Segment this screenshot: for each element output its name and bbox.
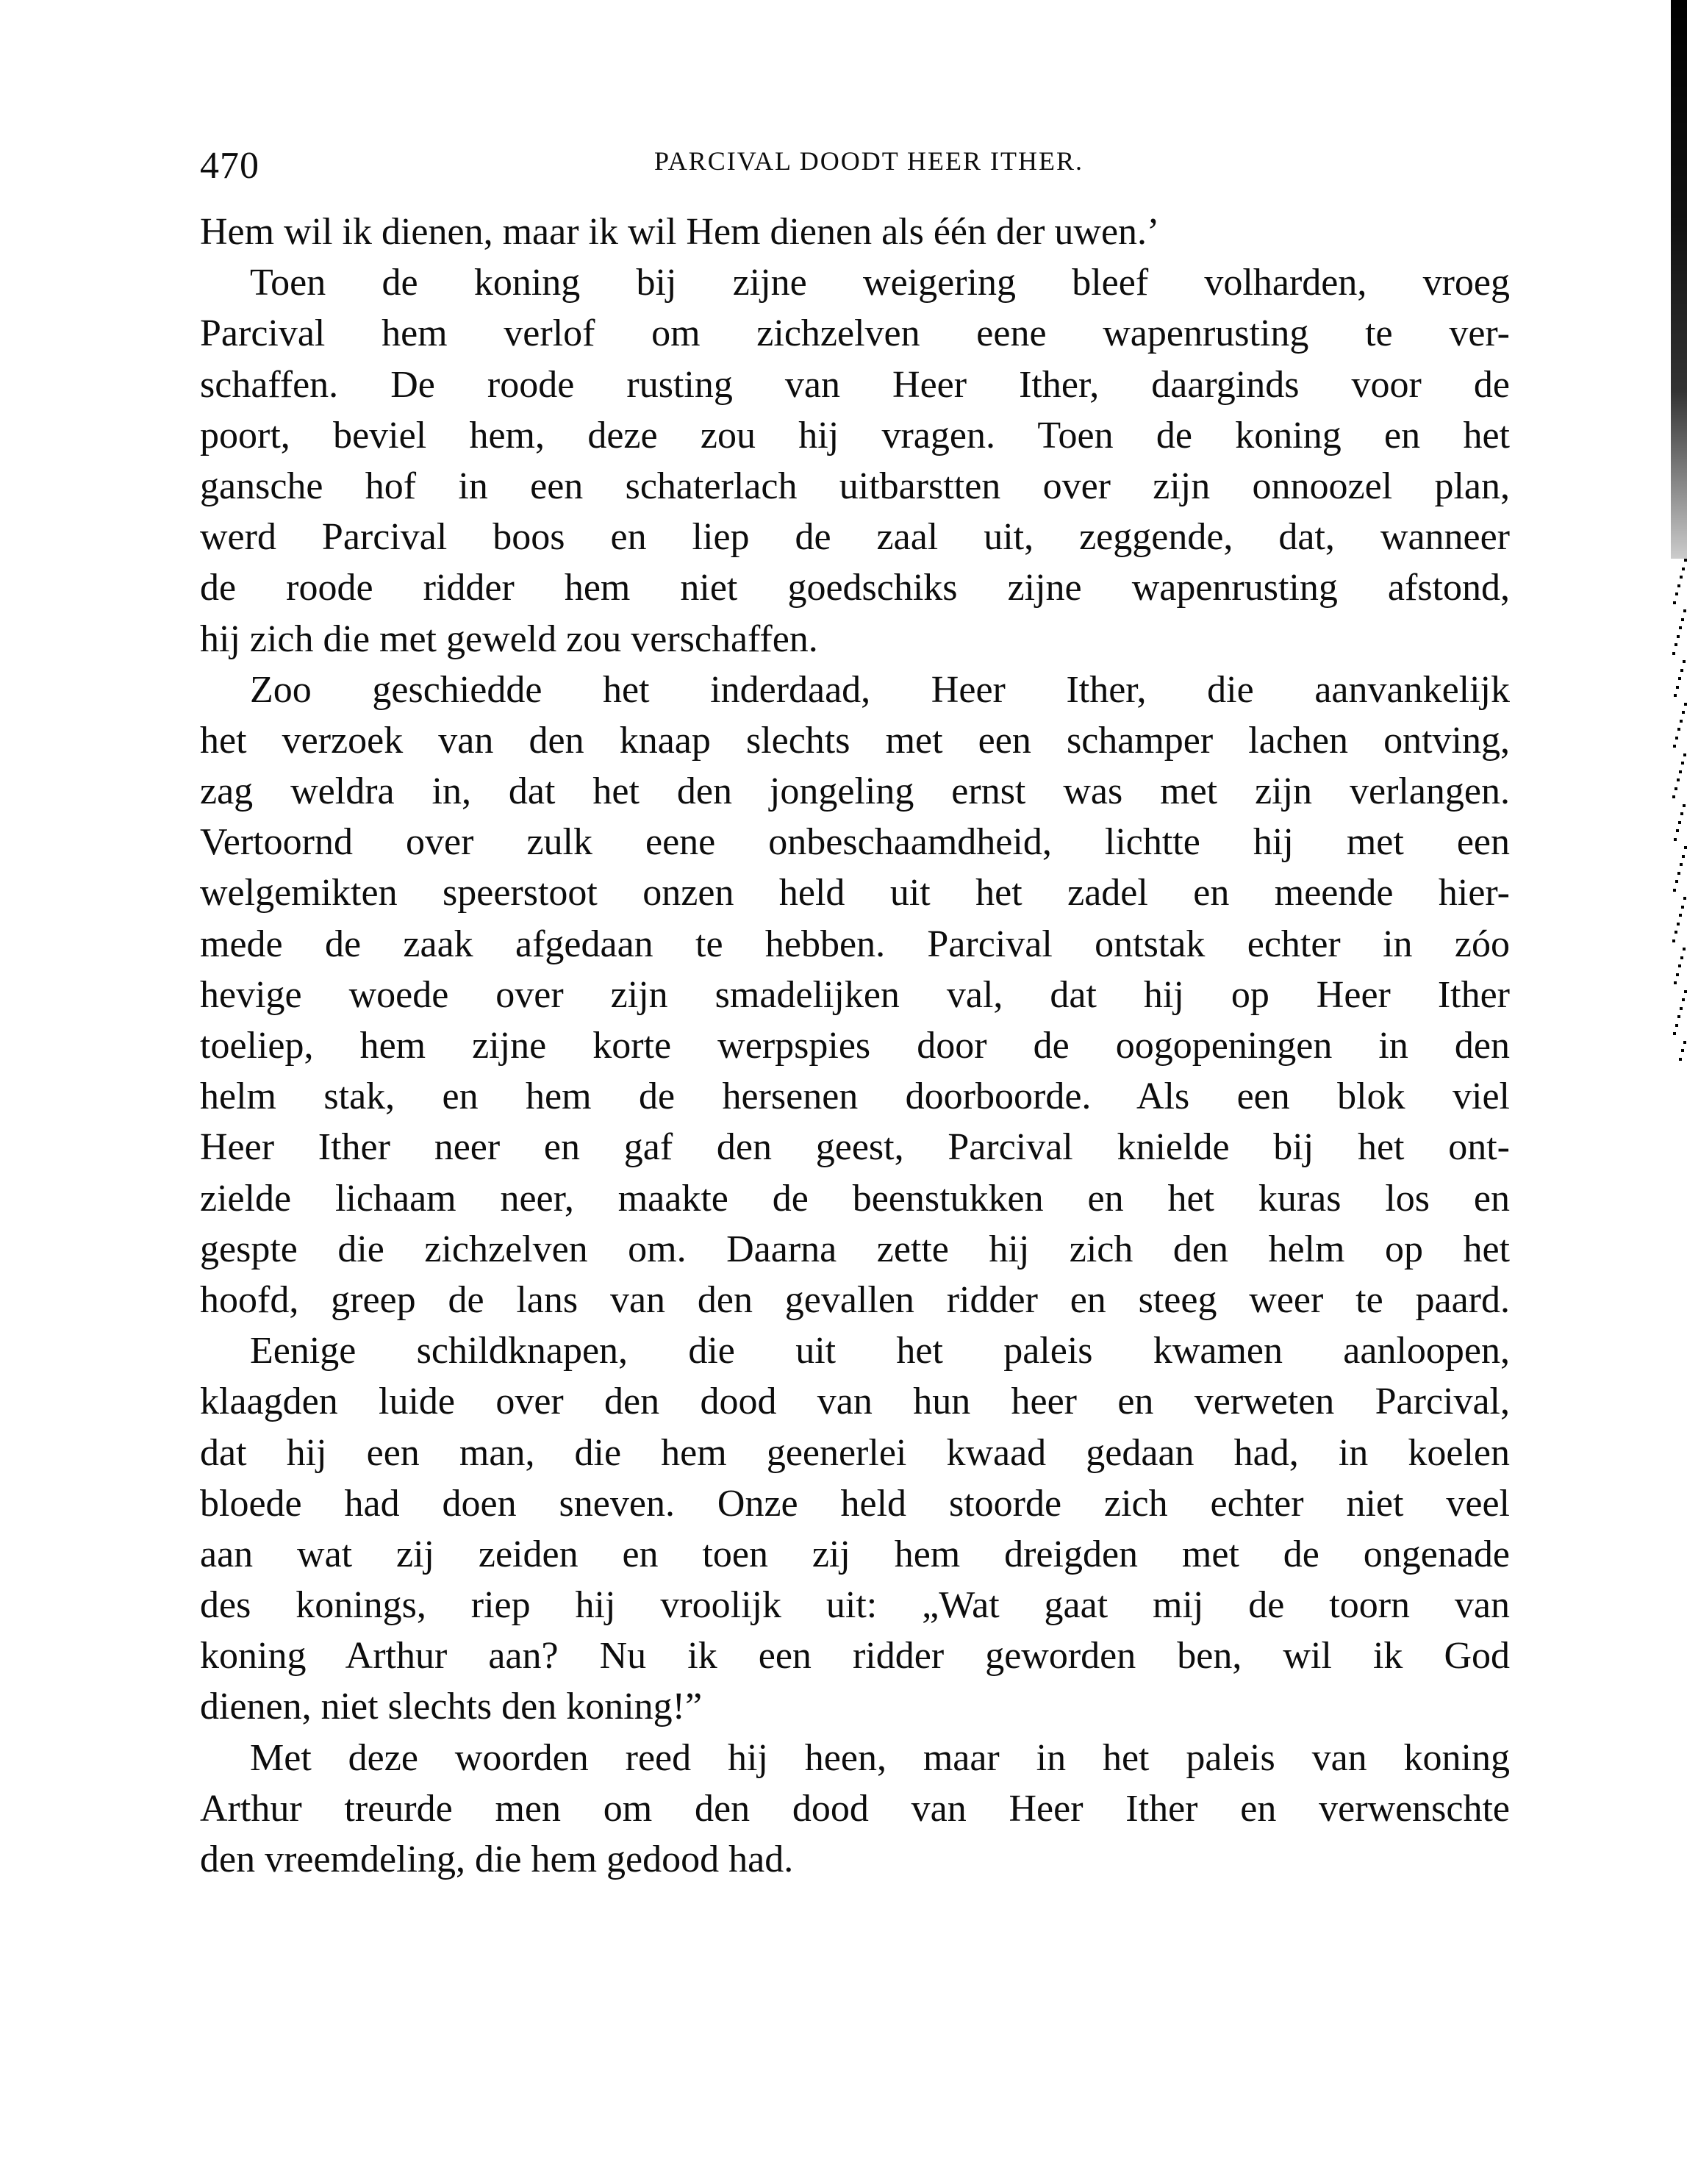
- scan-speck: [1682, 998, 1685, 1001]
- text-line: Zoo geschiedde het inderdaad, Heer Ither, die aanvankelijk: [250, 668, 1510, 711]
- scan-speck: [1672, 652, 1675, 655]
- text-line: mede de zaak afgedaan te hebben. Parcival ontstak echter in zóo: [200, 923, 1510, 965]
- body-text: [200, 207, 1510, 1885]
- scan-speck: [1682, 711, 1685, 714]
- scan-speck: [1684, 846, 1687, 849]
- scan-speck: [1674, 838, 1677, 841]
- scan-speck: [1682, 855, 1685, 858]
- text-line: helm stak, en hem de hersenen doorboorde. Als een blok viel: [200, 1075, 1510, 1118]
- scan-speck: [1675, 737, 1678, 740]
- text-line: gansche hof in een schaterlach uitbarstten over zijn onnoozel plan,: [200, 465, 1510, 507]
- text-line: toeliep, hem zijne korte werpspies door de oogopeningen in den: [200, 1025, 1510, 1067]
- scan-speck: [1678, 677, 1681, 680]
- text-line: hij zich die met geweld zou verschaffen.: [200, 617, 818, 660]
- scan-speck: [1684, 990, 1687, 993]
- scan-speck: [1682, 568, 1685, 570]
- text-line: Parcival hem verlof om zichzelven eene wapenrusting te ver-: [200, 312, 1510, 355]
- scan-speck: [1677, 728, 1680, 731]
- text-line: den vreemdeling, die hem gedood had.: [200, 1839, 794, 1880]
- text-line: dat hij een man, die hem geenerlei kwaad gedaan had, in koelen: [200, 1431, 1510, 1474]
- scan-speck: [1683, 609, 1686, 612]
- text-line: schaffen. De roode rusting van Heer Ither, daarginds voor de: [200, 363, 1510, 406]
- scan-speck: [1677, 635, 1680, 638]
- scan-speck: [1673, 745, 1676, 748]
- scan-speck: [1683, 804, 1686, 807]
- scan-speck: [1680, 812, 1683, 815]
- scan-speck: [1683, 753, 1686, 756]
- scan-speck: [1681, 1049, 1684, 1052]
- text-line: poort, beviel hem, deze zou hij vragen. Toen de koning en het: [200, 414, 1510, 457]
- text-line: Vertoornd over zulk eene onbeschaamdheid, lichtte hij met een: [200, 821, 1510, 864]
- text-line: het verzoek van den knaap slechts met een schamper lachen ontving,: [200, 719, 1510, 762]
- text-line: klaagden luide over den dood van hun heer en verweten Parcival,: [200, 1381, 1510, 1423]
- running-header: [200, 140, 1508, 191]
- running-title: PARCIVAL DOODT HEER ITHER.: [653, 146, 1084, 176]
- scan-speck: [1677, 1015, 1680, 1018]
- scan-speck: [1675, 880, 1678, 883]
- scan-speck: [1673, 889, 1676, 892]
- text-line: aan wat zij zeiden en toen zij hem dreigden met de ongenade: [200, 1533, 1510, 1575]
- scan-speck: [1678, 964, 1681, 967]
- text-line: koning Arthur aan? Nu ik een ridder geworden ben, wil ik God: [200, 1635, 1510, 1678]
- page-number: 470: [200, 145, 259, 187]
- scan-speck: [1677, 584, 1680, 587]
- text-line: des konings, riep hij vroolijk uit: „Wat gaat mij de toorn van: [200, 1584, 1510, 1627]
- scan-speck: [1676, 973, 1679, 976]
- scan-speck: [1683, 660, 1686, 663]
- scan-speck: [1680, 956, 1683, 959]
- scan-speck: [1681, 762, 1684, 765]
- text-line: Toen de koning bij zijne weigering bleef volharden, vroeg: [250, 262, 1510, 304]
- scan-speck: [1684, 559, 1687, 562]
- text-line: Arthur treurde men om den dood van Heer Ither en verwenschte: [200, 1787, 1510, 1830]
- text-line: dienen, niet slechts den koning!”: [200, 1686, 703, 1728]
- text-line: gespte die zichzelven om. Daarna zette hij zich den helm op het: [200, 1228, 1510, 1270]
- scan-speck: [1675, 592, 1678, 595]
- scan-speck: [1675, 787, 1677, 790]
- scan-speck: [1675, 643, 1677, 646]
- scan-speck: [1677, 872, 1680, 875]
- text-line: de roode ridder hem niet goedschiks zijne wapenrusting afstond,: [200, 567, 1510, 609]
- scan-speck: [1679, 770, 1682, 773]
- text-line: werd Parcival boos en liep de zaal uit, zeggende, dat, wanneer: [200, 516, 1510, 559]
- text-line: welgemikten speerstoot onzen held uit het zadel en meende hier-: [200, 872, 1510, 914]
- scan-speck: [1680, 576, 1683, 579]
- text-line: hevige woede over zijn smadelijken val, dat hij op Heer Ither: [200, 973, 1510, 1016]
- scan-speck: [1680, 669, 1683, 672]
- scan-edge-artifact: [1652, 0, 1687, 1066]
- scan-speck: [1678, 821, 1681, 824]
- text-line: Hem wil ik dienen, maar ik wil Hem dienen als één der uwen.’: [200, 211, 1160, 253]
- text-line: Eenige schildknapen, die uit het paleis kwamen aanloopen,: [250, 1330, 1510, 1372]
- scan-speck: [1676, 829, 1679, 832]
- scan-speck: [1679, 914, 1682, 917]
- scan-speck: [1680, 720, 1683, 723]
- scan-speck: [1680, 1007, 1683, 1010]
- scan-speck: [1675, 931, 1677, 934]
- scan-speck: [1672, 795, 1675, 798]
- scan-speck: [1679, 626, 1682, 629]
- text-line: hoofd, greep de lans van den gevallen ridder en steeg weer te paard.: [200, 1278, 1510, 1321]
- scan-speck: [1683, 1041, 1686, 1044]
- scan-speck: [1673, 601, 1676, 604]
- scan-speck: [1681, 906, 1684, 909]
- text-line: zag weldra in, dat het den jongeling ernst was met zijn verlangen.: [200, 770, 1510, 813]
- scan-speck: [1675, 1024, 1678, 1027]
- scan-speck: [1684, 703, 1687, 706]
- scan-speck: [1676, 686, 1679, 689]
- text-line: zielde lichaam neer, maakte de beenstukken en het kuras los en: [200, 1177, 1510, 1220]
- scan-speck: [1674, 981, 1677, 984]
- scan-speck: [1683, 897, 1686, 900]
- text-line: bloede had doen sneven. Onze held stoorde zich echter niet veel: [200, 1482, 1510, 1525]
- scan-speck: [1681, 618, 1684, 621]
- scan-speck: [1680, 863, 1683, 866]
- text-line: Heer Ither neer en gaf den geest, Parcival knielde bij het ont-: [200, 1126, 1510, 1169]
- scan-speck: [1679, 1058, 1682, 1061]
- text-line: Met deze woorden reed hij heen, maar in het paleis van koning: [250, 1736, 1510, 1779]
- scan-speck: [1673, 1032, 1676, 1035]
- scan-speck: [1677, 923, 1680, 925]
- scan-speck: [1677, 778, 1680, 781]
- scan-shadow: [1671, 0, 1687, 559]
- scan-speck: [1672, 939, 1675, 942]
- scan-speck: [1674, 694, 1677, 697]
- scan-speck: [1683, 948, 1686, 950]
